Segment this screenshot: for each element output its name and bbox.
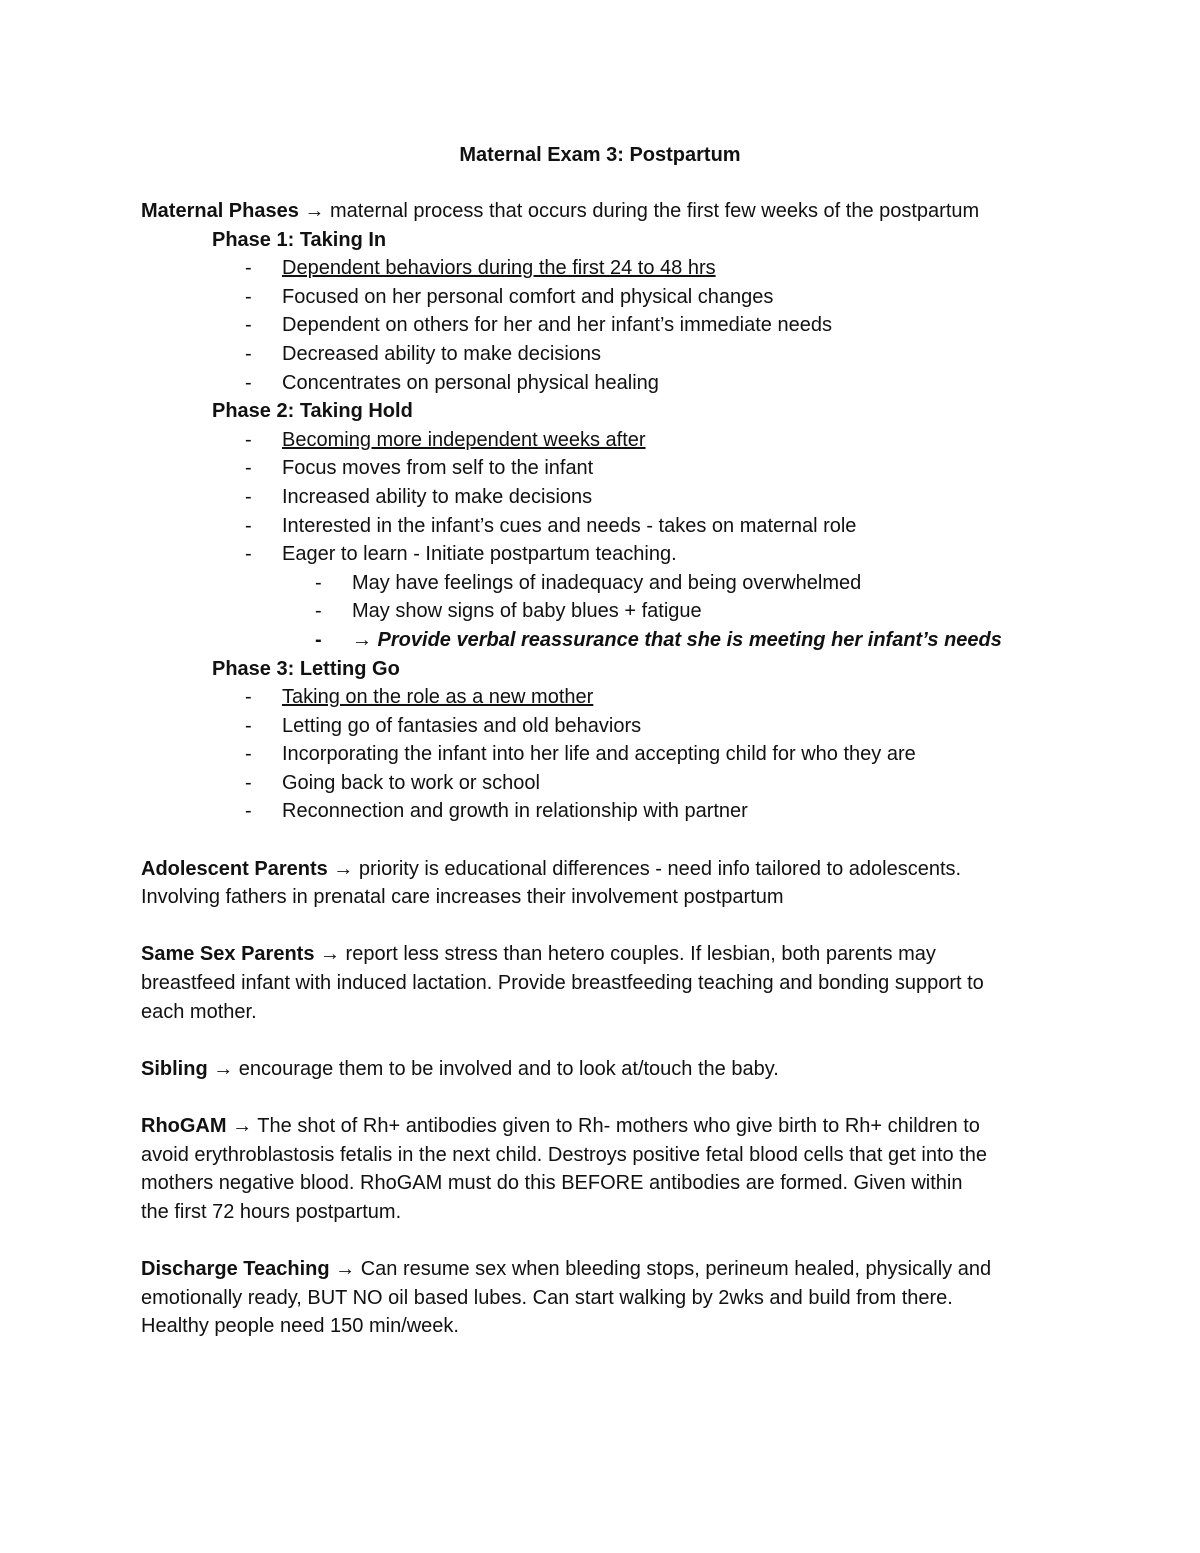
arrow: →: [298, 200, 330, 222]
list-item: - Dependent behaviors during the first 24 to 48 hrs: [245, 257, 716, 280]
phase2-heading: Phase 2: Taking Hold: [212, 400, 413, 423]
sibling-paragraph: Sibling → encourage them to be involved and to look at/touch the baby.: [141, 1057, 779, 1080]
document-body: [141, 197, 1071, 1341]
adolescent-parents-paragraph: Adolescent Parents → priority is educational differences - need info tailored to adolescents. Involving fathers in prenatal care increases their involvement postpartum: [141, 857, 962, 909]
list-item: - Dependent on others for her and her infant’s immediate needs: [245, 314, 832, 337]
rhogam-term: RhoGAM: [141, 1115, 227, 1137]
adolescent-term: Adolescent Parents: [141, 857, 328, 880]
list-item: - Decreased ability to make decisions: [245, 342, 602, 365]
list-item: - Becoming more independent weeks after: [245, 428, 646, 451]
list-item: - Concentrates on personal physical healing: [245, 371, 659, 394]
rhogam-paragraph: RhoGAM → The shot of Rh+ antibodies given to Rh- mothers who give birth to Rh+ children to avoid erythroblastosis fetalis in the next child. Destroys positive fetal blood cells that get into the mothers negative blood. RhoGAM must do this BEFORE antibodies are formed. Given within the first 72 hours postpartum.: [141, 1115, 988, 1223]
maternal-phases-term: Maternal Phases: [141, 200, 299, 222]
list-item: - Reconnection and growth in relationship with partner: [245, 800, 748, 823]
list-item: - Focused on her personal comfort and physical changes: [245, 285, 774, 308]
discharge-term: Discharge Teaching: [141, 1257, 330, 1280]
phase1-heading: Phase 1: Taking In: [212, 228, 387, 251]
sub-list-item: - May have feelings of inadequacy and being overwhelmed: [315, 571, 862, 594]
list-item: - Interested in the infant’s cues and needs - takes on maternal role: [245, 514, 857, 537]
same-sex-parents-paragraph: Same Sex Parents → report less stress than hetero couples. If lesbian, both parents may breastfeed infant with induced lactation. Provide breastfeeding teaching and bonding support to each mother.: [141, 943, 984, 1023]
discharge-teaching-paragraph: Discharge Teaching → Can resume sex when bleeding stops, perineum healed, physically and emotionally ready, BUT NO oil based lubes. Can start walking by 2wks and build from there. Healthy people need 150 min/week.: [141, 1257, 992, 1338]
phase3-heading: Phase 3: Letting Go: [212, 657, 400, 680]
sub-list-item-emphasis: - → Provide verbal reassurance that she is meeting her infant’s needs: [315, 628, 1002, 651]
document-title: Maternal Exam 3: Postpartum: [459, 144, 741, 166]
list-item: - Eager to learn - Initiate postpartum teaching.: [245, 543, 677, 566]
sub-list-item: - May show signs of baby blues + fatigue: [315, 600, 702, 623]
list-item: - Increased ability to make decisions: [245, 485, 593, 508]
same-sex-term: Same Sex Parents: [141, 943, 315, 966]
list-item: - Focus moves from self to the infant: [245, 457, 594, 480]
list-item: - Taking on the role as a new mother: [245, 686, 594, 709]
list-item: - Going back to work or school: [245, 771, 540, 794]
maternal-phases-definition: [141, 197, 1071, 226]
sibling-term: Sibling: [141, 1057, 208, 1080]
list-item: - Letting go of fantasies and old behaviors: [245, 714, 642, 737]
maternal-phases-text: maternal process that occurs during the first few weeks of the postpartum: [329, 200, 980, 222]
list-item: - Incorporating the infant into her life and accepting child for who they are: [245, 743, 916, 766]
